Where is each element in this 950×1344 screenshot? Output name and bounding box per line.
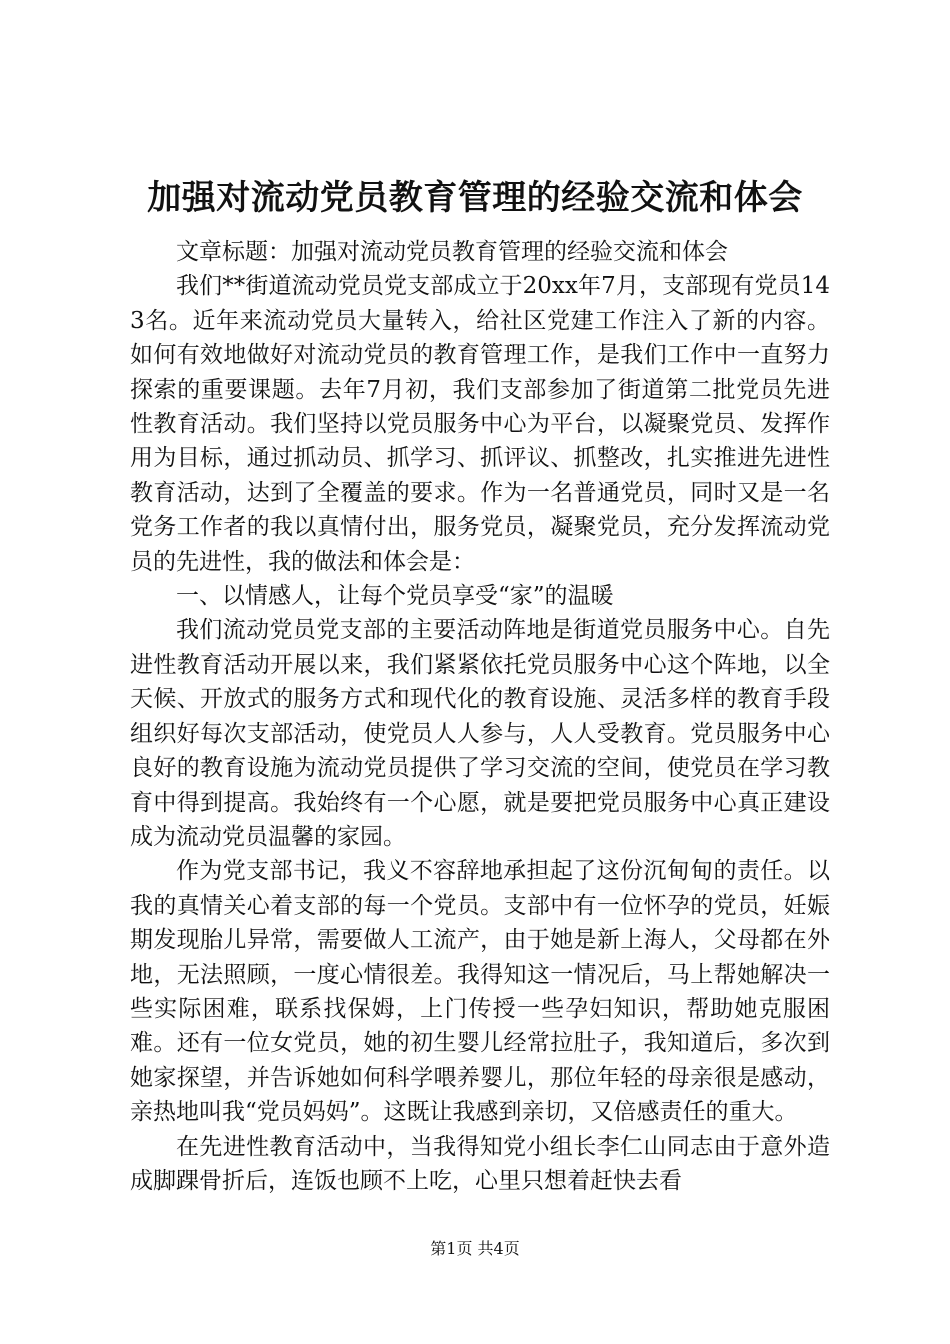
paragraph-secretary: 作为党支部书记，我义不容辞地承担起了这份沉甸甸的责任。以我的真情关心着支部的每一个党员。支部中有一位怀孕的党员，妊娠期发现胎儿异常，需要做人工流产，由于她是新上海人，父母都在外地，无法照顾，一度心情很差。我得知这一情况后，马上帮她解决一些实际困难，联系找保姆，上门传授一些孕妇知识，帮助她克服困难。还有一位女党员，她的初生婴儿经常拉肚子，我知道后，多次到她家探望，并告诉她如何科学喂养婴儿，那位年轻的母亲很是感动，亲热地叫我“党员妈妈”。这既让我感到亲切，又倍感责任的重大。 [130,858,830,1126]
paragraph-education-activity: 在先进性教育活动中，当我得知党小组长李仁山同志由于意外造成脚踝骨折后，连饭也顾不上吃，心里只想着赶快去看 [130,1133,830,1194]
page-footer: 第1页 共4页 [430,1239,520,1258]
document-body [130,235,830,1198]
paragraph-intro: 我们**街道流动党员党支部成立于20xx年7月，支部现有党员143名。近年来流动党员大量转入，给社区党建工作注入了新的内容。如何有效地做好对流动党员的教育管理工作，是我们工作中一直努力探索的重要课题。去年7月初，我们支部参加了街道第二批党员先进性教育活动。我们坚持以党员服务中心为平台，以凝聚党员、发挥作用为目标，通过抓动员、抓学习、抓评议、抓整改，扎实推进先进性教育活动，达到了全覆盖的要求。作为一名普通党员，同时又是一名党务工作者的我以真情付出，服务党员，凝聚党员，充分发挥流动党员的先进性，我的做法和体会是： [130,273,830,575]
section-heading: 一、以情感人，让每个党员享受“家”的温暖 [176,583,614,610]
paragraph-service-center: 我们流动党员党支部的主要活动阵地是街道党员服务中心。自先进性教育活动开展以来，我们紧紧依托党员服务中心这个阵地，以全天候、开放式的服务方式和现代化的教育设施、灵活多样的教育手段组织好每次支部活动，使党员人人参与，人人受教育。党员服务中心良好的教育设施为流动党员提供了学习交流的空间，使党员在学习教育中得到提高。我始终有一个心愿，就是要把党员服务中心真正建设成为流动党员温馨的家园。 [130,617,830,850]
document-title: 加强对流动党员教育管理的经验交流和体会 [147,178,803,218]
paragraph-article-title: 文章标题：加强对流动党员教育管理的经验交流和体会 [176,239,728,265]
